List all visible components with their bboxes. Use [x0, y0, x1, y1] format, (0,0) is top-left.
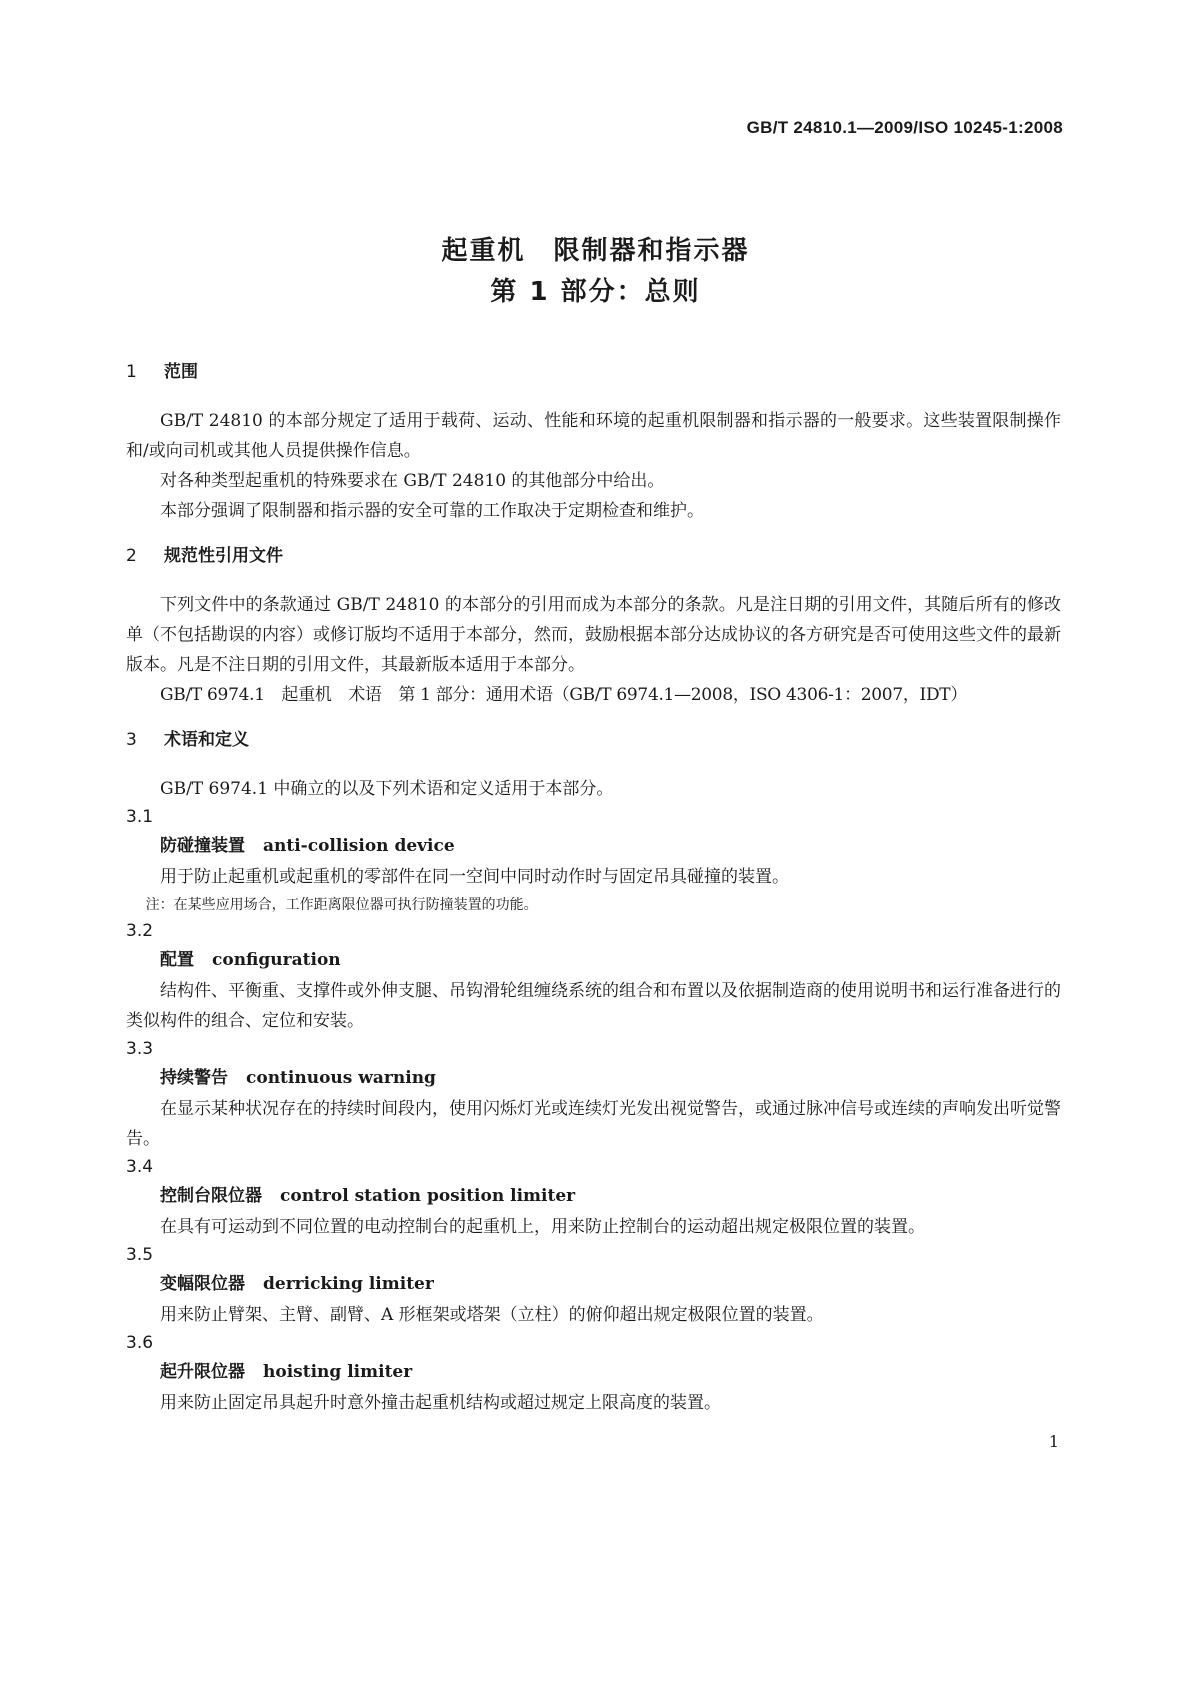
term-definition: 用来防止臂架、主臂、副臂、A 形框架或塔架（立柱）的俯仰超出规定极限位置的装置。 [160, 1305, 824, 1325]
term-note: 注：在某些应用场合，工作距离限位器可执行防撞装置的功能。 [145, 897, 538, 913]
term-chinese: 防碰撞装置 [160, 836, 245, 856]
section-title: 范围 [164, 362, 198, 382]
section-title: 术语和定义 [164, 730, 249, 750]
document-title: 起重机 限制器和指示器 [441, 236, 750, 266]
term-entry [126, 1268, 1061, 1300]
term-english: control station position limiter [280, 1186, 576, 1206]
term-english: hoisting limiter [263, 1362, 413, 1382]
term-number: 3.2 [126, 921, 154, 941]
section-heading-normative-references [126, 544, 1061, 568]
term-chinese: 配置 [160, 950, 194, 970]
term-number: 3.4 [126, 1157, 154, 1177]
section-number: 1 [126, 362, 137, 382]
section-title: 规范性引用文件 [164, 546, 283, 566]
document-subtitle: 第 1 部分：总则 [490, 277, 701, 307]
paragraph: GB/T 24810 的本部分规定了适用于载荷、运动、性能和环境的起重机限制器和指示器的一般要求。这些装置限制操作和/或向司机或其他人员提供操作信息。 [126, 411, 1061, 461]
term-english: configuration [212, 950, 341, 970]
paragraph: 下列文件中的条款通过 GB/T 24810 的本部分的引用而成为本部分的条款。凡是注日期的引用文件，其随后所有的修改单（不包括勘误的内容）或修订版均不适用于本部分，然而，鼓励根据本部分达成协议的各方研究是否可使用这些文件的最新版本。凡是不注日期的引用文件，其最新版本适用于本部分。 [126, 595, 1061, 675]
paragraph: 本部分强调了限制器和指示器的安全可靠的工作取决于定期检查和维护。 [160, 501, 704, 521]
term-chinese: 起升限位器 [160, 1362, 245, 1382]
term-number: 3.5 [126, 1245, 154, 1265]
section-number: 2 [126, 546, 137, 566]
section-heading-terms-definitions [126, 728, 1061, 752]
reference-entry: GB/T 6974.1 起重机 术语 第 1 部分：通用术语（GB/T 6974.1—2008，ISO 4306-1：2007，IDT） [160, 685, 968, 705]
term-definition: 结构件、平衡重、支撑件或外伸支腿、吊钩滑轮组缠绕系统的组合和布置以及依据制造商的使用说明书和运行准备进行的类似构件的组合、定位和安装。 [126, 981, 1061, 1031]
paragraph: GB/T 6974.1 中确立的以及下列术语和定义适用于本部分。 [160, 779, 614, 799]
term-english: anti-collision device [263, 836, 455, 856]
term-chinese: 持续警告 [160, 1068, 228, 1088]
standard-code-header: GB/T 24810.1—2009/ISO 10245-1:2008 [746, 118, 1063, 137]
term-english: continuous warning [246, 1068, 436, 1088]
term-entry [126, 1180, 1061, 1212]
term-entry [126, 944, 1061, 976]
term-number: 3.1 [126, 807, 154, 827]
term-definition: 在具有可运动到不同位置的电动控制台的起重机上，用来防止控制台的运动超出规定极限位置的装置。 [160, 1217, 925, 1237]
term-entry [126, 1062, 1061, 1094]
document-body [126, 360, 1061, 1418]
term-chinese: 变幅限位器 [160, 1274, 245, 1294]
term-number: 3.6 [126, 1333, 154, 1353]
paragraph: 对各种类型起重机的特殊要求在 GB/T 24810 的其他部分中给出。 [160, 471, 665, 491]
term-chinese: 控制台限位器 [160, 1186, 262, 1206]
section-number: 3 [126, 730, 137, 750]
section-heading-scope [126, 360, 1061, 384]
term-english: derricking limiter [263, 1274, 434, 1294]
term-entry [126, 830, 1061, 862]
term-definition: 用于防止起重机或起重机的零部件在同一空间中同时动作时与固定吊具碰撞的装置。 [160, 867, 789, 887]
term-definition: 在显示某种状况存在的持续时间段内，使用闪烁灯光或连续灯光发出视觉警告，或通过脉冲信号或连续的声响发出听觉警告。 [126, 1099, 1061, 1149]
page-number: 1 [1048, 1432, 1059, 1451]
term-definition: 用来防止固定吊具起升时意外撞击起重机结构或超过规定上限高度的装置。 [160, 1393, 721, 1413]
term-entry [126, 1356, 1061, 1388]
term-number: 3.3 [126, 1039, 154, 1059]
